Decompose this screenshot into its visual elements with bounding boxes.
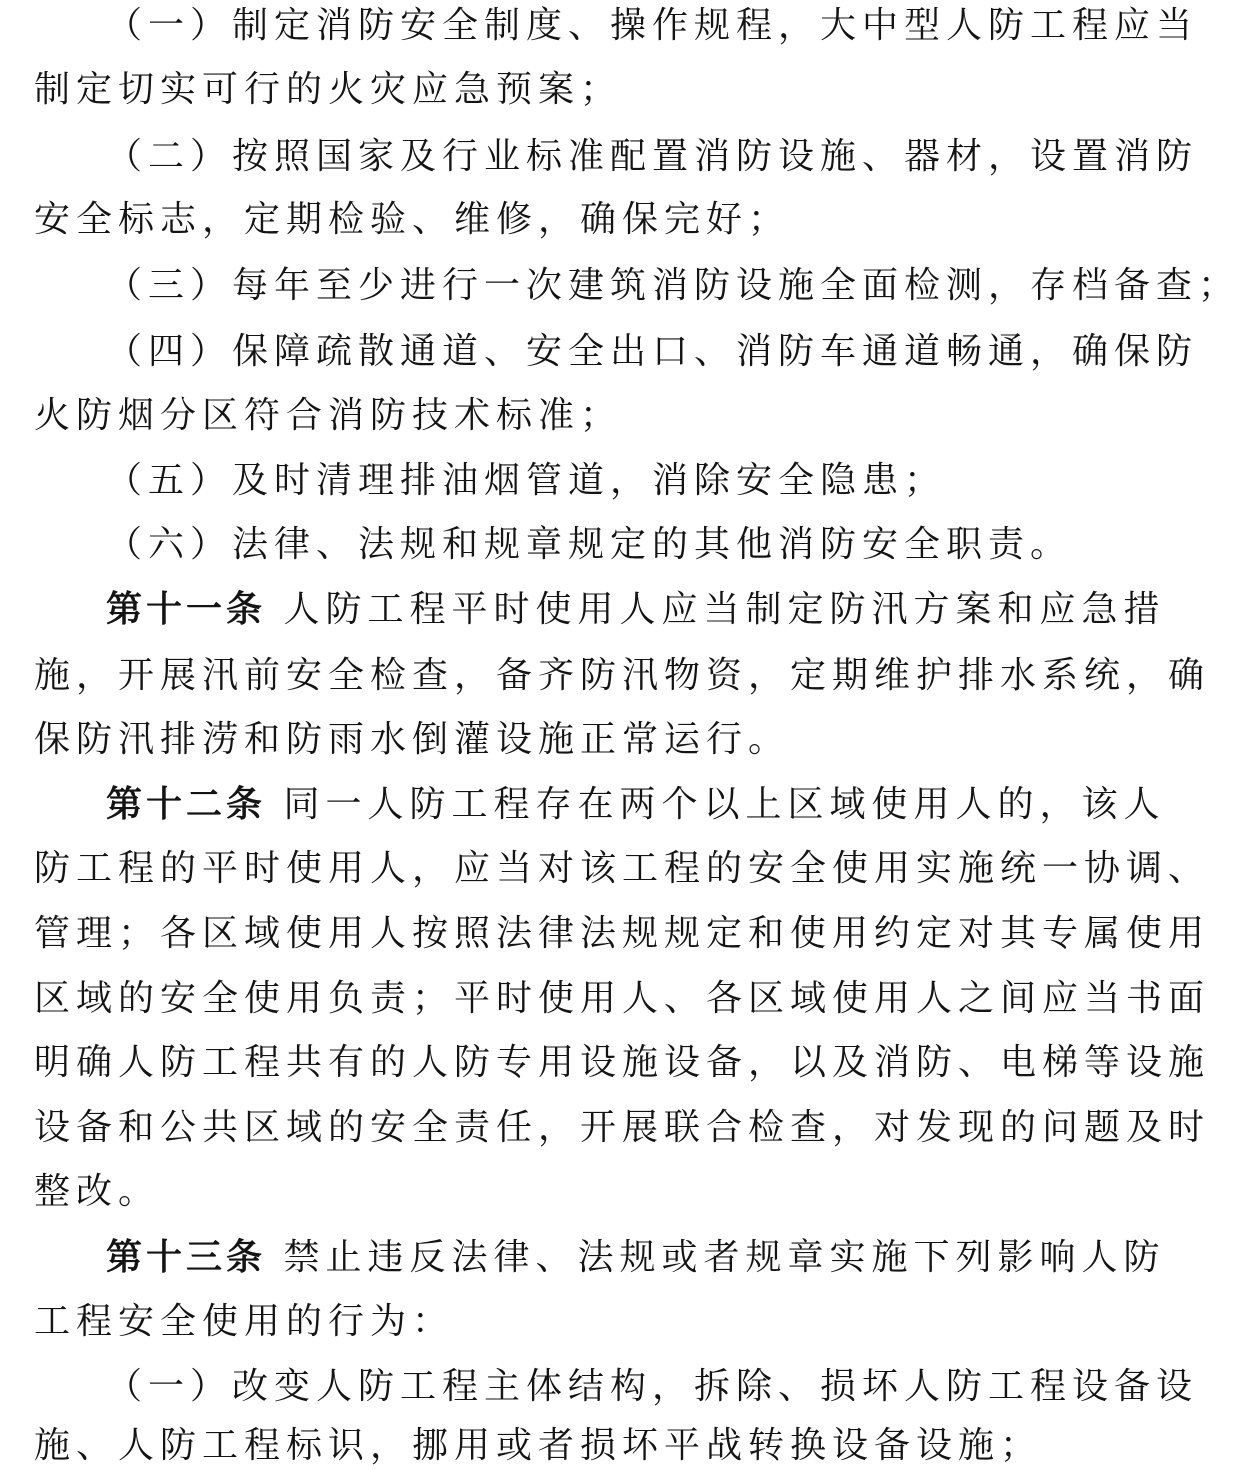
text-line	[106, 457, 1054, 505]
line-text: （一）改变人防工程主体结构，拆除、损坏人防工程设备设	[106, 1366, 1199, 1407]
line-text: 工程安全使用的行为：	[34, 1301, 455, 1342]
text-line	[34, 716, 1054, 764]
line-text: 防工程的平时使用人，应当对该工程的安全使用实施统一协调、	[34, 848, 1211, 889]
text-line	[106, 1234, 1166, 1282]
line-text: （三）每年至少进行一次建筑消防设施全面检测，存档备查；	[106, 265, 1240, 306]
text-line	[106, 328, 1199, 376]
line-text: 明确人防工程共有的人防专用设施设备，以及消防、电梯等设施	[34, 1042, 1211, 1083]
text-line	[34, 975, 1211, 1023]
text-line	[34, 1104, 1211, 1152]
line-text: 保防汛排涝和防雨水倒灌设施正常运行。	[34, 719, 791, 760]
line-text: 安全标志，定期检验、维修，确保完好；	[34, 199, 791, 240]
text-line	[106, 133, 1199, 181]
line-text: 禁止违反法律、法规或者规章实施下列影响人防	[283, 1237, 1166, 1278]
text-line	[34, 1168, 1054, 1216]
text-line	[34, 652, 1211, 700]
text-line	[34, 392, 1054, 440]
article-heading: 第十一条	[106, 589, 267, 630]
text-line	[34, 1298, 1054, 1346]
line-text: 同一人防工程存在两个以上区域使用人的，该人	[283, 784, 1166, 825]
line-text: （五）及时清理排油烟管道，消除安全隐患；	[106, 460, 947, 501]
text-line	[34, 1422, 1054, 1470]
line-text: 制定切实可行的火灾应急预案；	[34, 69, 623, 110]
text-line	[34, 1039, 1211, 1087]
line-text: 施、人防工程标识，挪用或者损坏平战转换设备设施；	[34, 1425, 1043, 1466]
text-line	[34, 66, 1054, 114]
text-line	[106, 521, 1073, 569]
line-text: （四）保障疏散通道、安全出口、消防车通道畅通，确保防	[106, 331, 1199, 372]
text-line	[34, 845, 1211, 893]
text-line	[106, 262, 1240, 310]
article-heading: 第十二条	[106, 784, 267, 825]
article-heading: 第十三条	[106, 1237, 267, 1278]
line-text: 人防工程平时使用人应当制定防汛方案和应急措	[283, 589, 1166, 630]
text-line	[106, 781, 1166, 829]
line-text: 整改。	[34, 1171, 161, 1212]
text-line	[106, 1363, 1199, 1411]
line-text: （六）法律、法规和规章规定的其他消防安全职责。	[106, 524, 1073, 565]
text-line	[106, 2, 1199, 50]
line-text: 区域的安全使用负责；平时使用人、各区域使用人之间应当书面	[34, 978, 1211, 1019]
text-line	[34, 196, 1054, 244]
line-text: （二）按照国家及行业标准配置消防设施、器材，设置消防	[106, 136, 1199, 177]
line-text: 施，开展汛前安全检查，备齐防汛物资，定期维护排水系统，确	[34, 655, 1211, 696]
line-text: （一）制定消防安全制度、操作规程，大中型人防工程应当	[106, 5, 1199, 46]
text-line	[106, 586, 1166, 634]
text-line	[34, 910, 1211, 958]
line-text: 管理；各区域使用人按照法律法规规定和使用约定对其专属使用	[34, 913, 1211, 954]
line-text: 火防烟分区符合消防技术标准；	[34, 395, 623, 436]
line-text: 设备和公共区域的安全责任，开展联合检查，对发现的问题及时	[34, 1107, 1211, 1148]
